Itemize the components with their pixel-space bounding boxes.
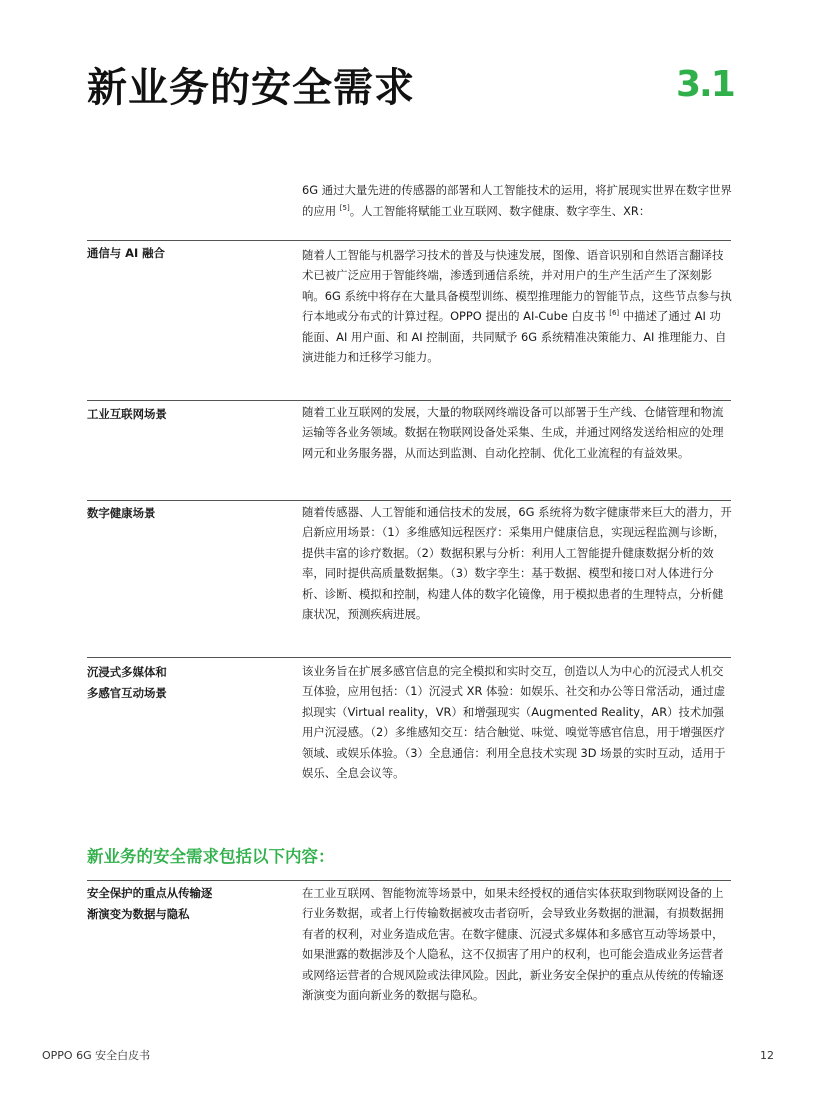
divider-rule bbox=[87, 657, 731, 658]
footer-page-number: 12 bbox=[760, 1049, 774, 1062]
row-body-ai-text-b: 中描述了通过 AI 功能面、AI 用户面、和 AI 控制面，共同赋予 6G 系统精准决策能力、AI 推理能力、自演进能力和迁移学习能力。 bbox=[302, 309, 727, 365]
intro-paragraph bbox=[302, 180, 732, 222]
divider-rule bbox=[87, 400, 731, 401]
row-body-health: 随着传感器、人工智能和通信技术的发展，6G 系统将为数字健康带来巨大的潜力，开启新应用场景：（1）多维感知远程医疗：采集用户健康信息，实现远程监测与诊断，提供丰富的诊疗数据。（2）数据积累与分析：利用人工智能提升健康数据分析的效率，同时提供高质量数据集。（3）数字孪生：基于数据、模型和接口对人体进行分析、诊断、模拟和控制，构建人体的数字化镜像，用于模拟患者的生理特点，分析健康状况，预测疾病进展。 bbox=[302, 505, 732, 622]
footer-document-title: OPPO 6G 安全白皮书 bbox=[42, 1049, 151, 1062]
security-requirements-heading: 新业务的安全需求包括以下内容： bbox=[87, 847, 335, 866]
intro-text-b: 。人工智能将赋能工业互联网、数字健康、数字孪生、XR： bbox=[349, 204, 651, 218]
page-title: 新业务的安全需求 bbox=[87, 65, 415, 111]
row-body-industrial: 随着工业互联网的发展，大量的物联网终端设备可以部署于生产线、仓储管理和物流运输等各业务领域。数据在物联网设备处采集、生成，并通过网络发送给相应的处理网元和业务服务器，从而达到监测、自动化控制、优化工业流程的有益效果。 bbox=[302, 405, 724, 460]
section-number: 3.1 bbox=[676, 64, 734, 105]
row-label-immersive bbox=[87, 662, 287, 704]
row-body-ai-text-a: 随着人工智能与机器学习技术的普及与快速发展，图像、语音识别和自然语言翻译技术已被广泛应用于智能终端，渗透到通信系统，并对用户的生产生活产生了深刻影响。6G 系统中将存在大量具备模型训练、模型推理能力的智能节点，这些节点参与执行本地或分布式的计算过程。OPPO 提出的 AI-Cube 白皮书 bbox=[302, 248, 732, 324]
row-label-immersive-line1: 沉浸式多媒体和 bbox=[87, 665, 167, 679]
row-body-ai-reference: [6] bbox=[609, 309, 620, 318]
row-label-industrial: 工业互联网场景 bbox=[87, 407, 167, 421]
row-label-health: 数字健康场景 bbox=[87, 506, 156, 520]
row-body-ai bbox=[302, 245, 732, 367]
divider-rule bbox=[87, 880, 731, 881]
requirement-label-line2: 渐演变为数据与隐私 bbox=[87, 907, 190, 921]
intro-reference: [5] bbox=[339, 204, 350, 213]
row-label-ai: 通信与 AI 融合 bbox=[87, 246, 165, 260]
requirement-label-line1: 安全保护的重点从传输逐 bbox=[87, 886, 213, 900]
row-body-immersive: 该业务旨在扩展多感官信息的完全模拟和实时交互，创造以人为中心的沉浸式人机交互体验，应用包括：（1）沉浸式 XR 体验：如娱乐、社交和办公等日常活动，通过虚拟现实（Virtual reality，VR）和增强现实（Augmented Reality，AR）技术加强用户沉浸感。（2）多维感知交互：结合触觉、味觉、嗅觉等感官信息，用于增强医疗领域、或娱乐体验。（3）全息通信：利用全息技术实现 3D 场景的实时互动，适用于娱乐、全息会议等。 bbox=[302, 664, 726, 781]
requirement-label bbox=[87, 883, 287, 925]
row-label-immersive-line2: 多感官互动场景 bbox=[87, 686, 167, 700]
divider-rule bbox=[87, 240, 731, 241]
intro-text-a: 6G 通过大量先进的传感器的部署和人工智能技术的运用，将扩展现实世界在数字世界的应用 bbox=[302, 183, 732, 218]
divider-rule bbox=[87, 500, 731, 501]
requirement-body: 在工业互联网、智能物流等场景中，如果未经授权的通信实体获取到物联网设备的上行业务数据，或者上行传输数据被攻击者窃听，会导致业务数据的泄漏，有损数据拥有者的权利，对业务造成危害。在数字健康、沉浸式多媒体和多感官互动等场景中，如果泄露的数据涉及个人隐私，这不仅损害了用户的权利，也可能会造成业务运营者或网络运营者的合规风险或法律风险。因此，新业务安全保护的重点从传统的传输逐渐演变为面向新业务的数据与隐私。 bbox=[302, 886, 724, 1003]
